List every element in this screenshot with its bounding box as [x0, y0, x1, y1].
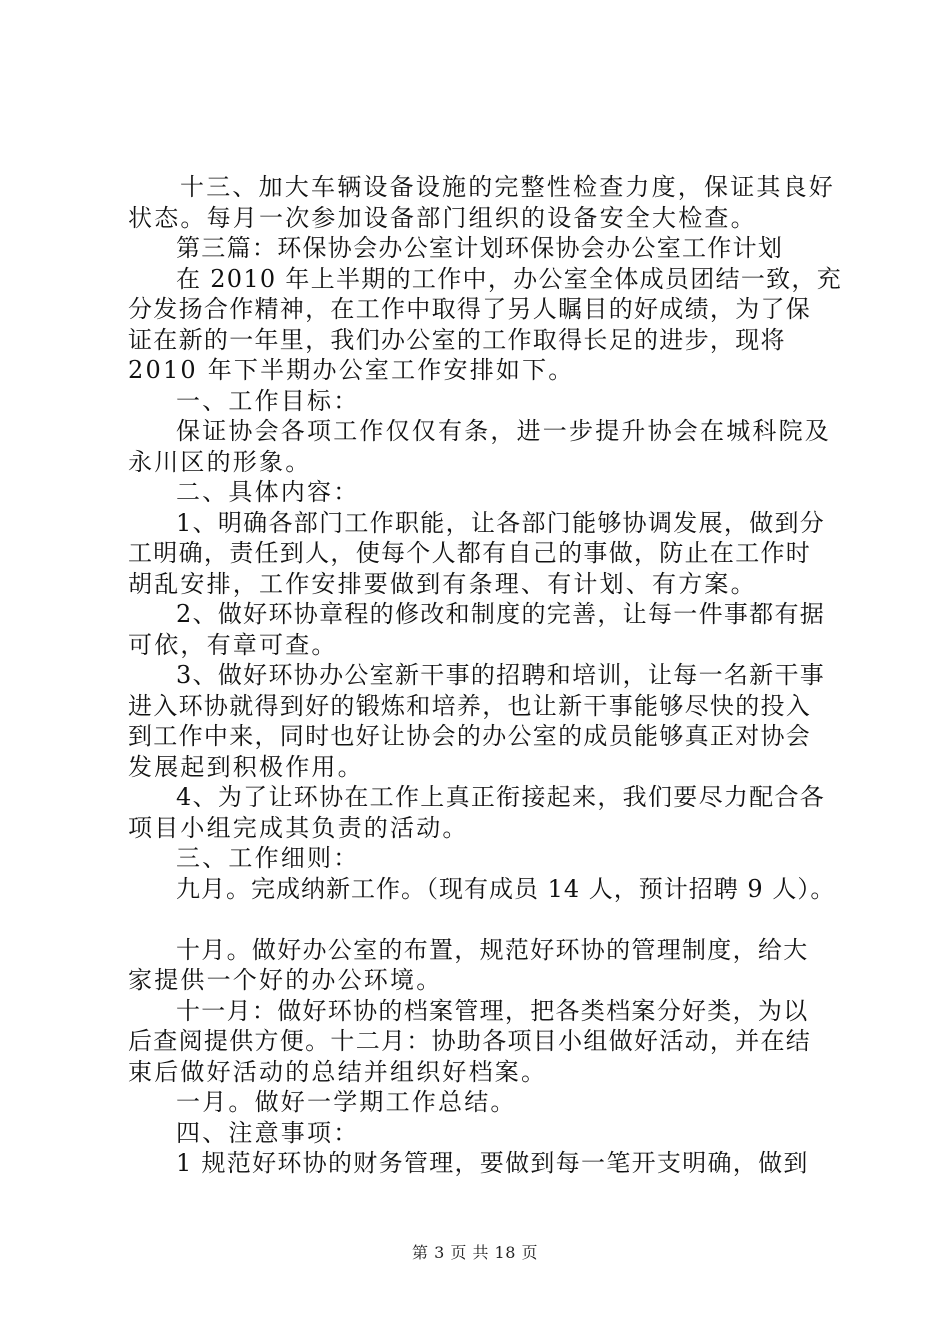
paragraph-line: 永川区的形象。 — [128, 447, 312, 476]
list-item-line: 到工作中来，同时也好让协会的办公室的成员能够真正对协会 — [128, 722, 812, 750]
paragraph-line: 1 规范好环协的财务管理，要做到每一笔开支明确，做到 — [176, 1149, 809, 1177]
heading-line: 二、具体内容： — [176, 478, 360, 506]
list-item-line: 工明确，责任到人，使每个人都有自己的事做，防止在工作时 — [128, 539, 812, 567]
list-item-line: 3、做好环协办公室新干事的招聘和培训，让每一名新干事 — [176, 661, 826, 689]
heading-line: 一、工作目标： — [176, 386, 360, 415]
paragraph-line: 束后做好活动的总结并组织好档案。 — [128, 1057, 548, 1086]
paragraph-line: 在 2010 年上半期的工作中，办公室全体成员团结一致，充 — [176, 264, 843, 293]
list-item-line: 项目小组完成其负责的活动。 — [128, 813, 469, 842]
paragraph-line: 后查阅提供方便。十二月：协助各项目小组做好活动，并在结 — [128, 1027, 812, 1055]
section-heading: 第三篇：环保协会办公室计划环保协会办公室工作计划 — [176, 234, 784, 262]
heading-line: 四、注意事项： — [176, 1118, 360, 1147]
paragraph-line: 家提供一个好的办公环境。 — [128, 966, 443, 994]
list-item-line: 2、做好环协章程的修改和制度的完善，让每一件事都有据 — [176, 600, 826, 628]
paragraph-line: 2010 年下半期办公室工作安排如下。 — [128, 356, 575, 384]
paragraph-line: 状态。每月一次参加设备部门组织的设备安全大检查。 — [128, 203, 757, 232]
list-item-line: 1、明确各部门工作职能，让各部门能够协调发展，做到分 — [176, 508, 826, 537]
list-item-line: 可依，有章可查。 — [128, 630, 338, 659]
paragraph-line: 十月。做好办公室的布置，规范好环协的管理制度，给大 — [176, 935, 809, 964]
paragraph-line: 九月。完成纳新工作。（现有成员 14 人，预计招聘 9 人）。 — [176, 874, 836, 903]
paragraph-line: 证在新的一年里，我们办公室的工作取得长足的进步，现将 — [128, 325, 786, 354]
paragraph-line: 一月。做好一学期工作总结。 — [176, 1088, 517, 1116]
document-body — [128, 172, 843, 1179]
heading-line: 三、工作细则： — [176, 844, 360, 872]
list-item-line: 发展起到积极作用。 — [128, 752, 364, 781]
paragraph-line: 十三、加大车辆设备设施的完整性检查力度，保证其良好 — [180, 173, 835, 201]
paragraph-line: 保证协会各项工作仅仅有条，进一步提升协会在城科院及 — [176, 417, 831, 445]
list-item-line: 胡乱安排，工作安排要做到有条理、有计划、有方案。 — [128, 569, 757, 598]
paragraph-line: 分发扬合作精神，在工作中取得了另人瞩目的好成绩，为了保 — [128, 295, 812, 323]
list-item-line: 进入环协就得到好的锻炼和培养，也让新干事能够尽快的投入 — [128, 691, 812, 720]
list-item-line: 4、为了让环协在工作上真正衔接起来，我们要尽力配合各 — [176, 783, 826, 811]
paragraph-line: 十一月：做好环协的档案管理，把各类档案分好类，为以 — [176, 996, 809, 1025]
page-number-footer: 第 3 页 共 18 页 — [412, 1243, 538, 1262]
